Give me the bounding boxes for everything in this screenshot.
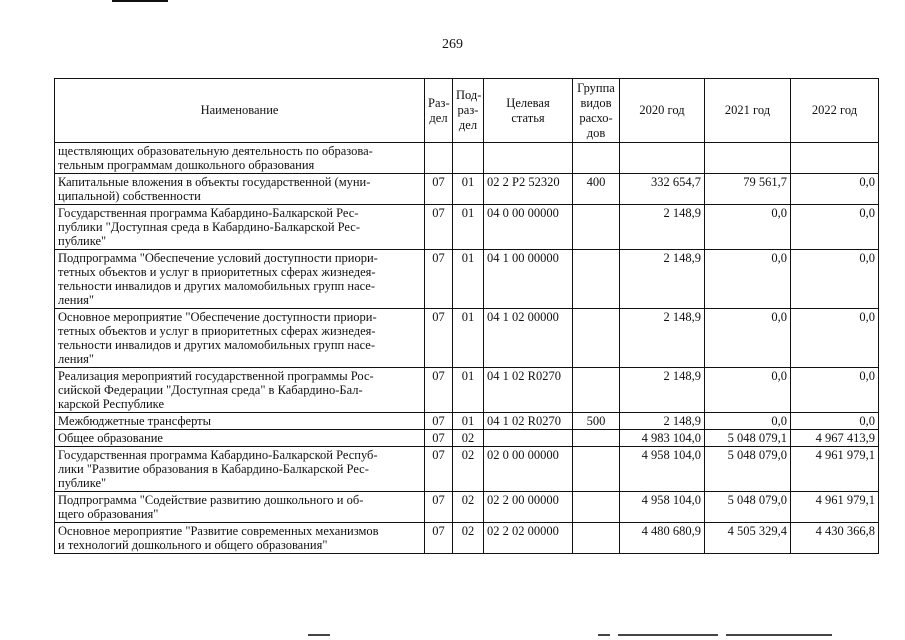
cell-group: 400 — [573, 174, 620, 205]
cell-2021: 4 505 329,4 — [705, 523, 791, 554]
table-row — [55, 250, 879, 309]
budget-table — [54, 78, 879, 554]
bottom-edge-marks — [0, 634, 905, 638]
cell-2022: 0,0 — [791, 205, 879, 250]
table-row — [55, 174, 879, 205]
cell-2021: 0,0 — [705, 368, 791, 413]
table-row — [55, 492, 879, 523]
cell-razdel: 07 — [425, 492, 453, 523]
cell-group — [573, 492, 620, 523]
cell-group — [573, 523, 620, 554]
cell-2021: 5 048 079,0 — [705, 447, 791, 492]
cell-2022: 0,0 — [791, 368, 879, 413]
cell-target: 04 0 00 00000 — [484, 205, 573, 250]
cell-podrazdel: 01 — [453, 413, 484, 430]
cell-target: 02 2 02 00000 — [484, 523, 573, 554]
header-2022: 2022 год — [791, 79, 879, 143]
cell-2021 — [705, 143, 791, 174]
cell-2022: 4 961 979,1 — [791, 492, 879, 523]
cell-target: 02 2 P2 52320 — [484, 174, 573, 205]
cell-name: Реализация мероприятий государственной программы Рос- сийской Федерации "Доступная среда" в Кабардино-Бал- карской Республике — [55, 368, 425, 413]
cell-2020: 2 148,9 — [620, 309, 705, 368]
cell-2022: 4 430 366,8 — [791, 523, 879, 554]
cell-2020: 2 148,9 — [620, 205, 705, 250]
cell-name: Основное мероприятие "Обеспечение доступности приори- тетных объектов и услуг в приоритетных сферах жизнедея- тельности инвалидов и других маломобильных групп насе- ления" — [55, 309, 425, 368]
cell-group — [573, 309, 620, 368]
table-row — [55, 309, 879, 368]
cell-razdel: 07 — [425, 447, 453, 492]
table-body — [55, 143, 879, 554]
cell-2020: 4 958 104,0 — [620, 447, 705, 492]
cell-group — [573, 430, 620, 447]
cell-2021: 5 048 079,0 — [705, 492, 791, 523]
cell-2022: 0,0 — [791, 309, 879, 368]
header-target: Целевая статья — [484, 79, 573, 143]
cell-name: Государственная программа Кабардино-Балкарской Рес- публики "Доступная среда в Кабардино-Балкарской Рес- публике" — [55, 205, 425, 250]
cell-group — [573, 250, 620, 309]
cell-target: 04 1 02 00000 — [484, 309, 573, 368]
cell-podrazdel: 02 — [453, 492, 484, 523]
cell-2020: 332 654,7 — [620, 174, 705, 205]
cell-2020: 4 480 680,9 — [620, 523, 705, 554]
cell-razdel: 07 — [425, 413, 453, 430]
cell-razdel: 07 — [425, 309, 453, 368]
cell-podrazdel: 01 — [453, 174, 484, 205]
cell-name: Основное мероприятие "Развитие современных механизмов и технологий дошкольного и общего образования" — [55, 523, 425, 554]
cell-2020: 4 958 104,0 — [620, 492, 705, 523]
cell-2022: 0,0 — [791, 413, 879, 430]
cell-2021: 79 561,7 — [705, 174, 791, 205]
cell-2020: 2 148,9 — [620, 250, 705, 309]
cell-2021: 0,0 — [705, 309, 791, 368]
cell-podrazdel: 02 — [453, 523, 484, 554]
table-row — [55, 523, 879, 554]
header-razdel: Раз- дел — [425, 79, 453, 143]
cell-2021: 0,0 — [705, 413, 791, 430]
table-row — [55, 413, 879, 430]
cell-razdel: 07 — [425, 523, 453, 554]
cell-name: Общее образование — [55, 430, 425, 447]
cell-target: 02 0 00 00000 — [484, 447, 573, 492]
cell-name: Межбюджетные трансферты — [55, 413, 425, 430]
header-group: Группа видов расхо- дов — [573, 79, 620, 143]
cell-podrazdel: 01 — [453, 309, 484, 368]
cell-razdel: 07 — [425, 174, 453, 205]
cell-name: Подпрограмма "Содействие развитию дошкольного и об- щего образования" — [55, 492, 425, 523]
header-2021: 2021 год — [705, 79, 791, 143]
cell-2021: 0,0 — [705, 205, 791, 250]
header-name: Наименование — [55, 79, 425, 143]
cell-2021: 0,0 — [705, 250, 791, 309]
cell-podrazdel — [453, 143, 484, 174]
cell-podrazdel: 02 — [453, 447, 484, 492]
cell-2022 — [791, 143, 879, 174]
page-number: 269 — [442, 37, 463, 52]
cell-razdel: 07 — [425, 430, 453, 447]
cell-2020 — [620, 143, 705, 174]
header-2020: 2020 год — [620, 79, 705, 143]
cell-2022: 4 967 413,9 — [791, 430, 879, 447]
table-row — [55, 205, 879, 250]
cell-2020: 2 148,9 — [620, 413, 705, 430]
cell-2020: 4 983 104,0 — [620, 430, 705, 447]
cell-podrazdel: 02 — [453, 430, 484, 447]
cell-podrazdel: 01 — [453, 205, 484, 250]
cell-target: 04 1 02 R0270 — [484, 368, 573, 413]
cell-razdel — [425, 143, 453, 174]
cell-target: 02 2 00 00000 — [484, 492, 573, 523]
table-row — [55, 430, 879, 447]
table-row — [55, 447, 879, 492]
header-podrazdel: Под- раз- дел — [453, 79, 484, 143]
cell-2021: 5 048 079,1 — [705, 430, 791, 447]
table-row — [55, 368, 879, 413]
cell-group — [573, 143, 620, 174]
cell-target: 04 1 02 R0270 — [484, 413, 573, 430]
cell-2022: 0,0 — [791, 174, 879, 205]
cell-podrazdel: 01 — [453, 250, 484, 309]
top-edge-mark — [112, 0, 168, 2]
cell-name: Подпрограмма "Обеспечение условий доступности приори- тетных объектов и услуг в приоритетных сферах жизнедея- тельности инвалидов и других маломобильных групп насе- ления" — [55, 250, 425, 309]
cell-2020: 2 148,9 — [620, 368, 705, 413]
cell-group — [573, 447, 620, 492]
cell-target: 04 1 00 00000 — [484, 250, 573, 309]
cell-razdel: 07 — [425, 368, 453, 413]
cell-group — [573, 205, 620, 250]
cell-2022: 4 961 979,1 — [791, 447, 879, 492]
cell-target — [484, 143, 573, 174]
cell-group: 500 — [573, 413, 620, 430]
table-header-row — [55, 79, 879, 143]
cell-name: ществляющих образовательную деятельность по образова- тельным программам дошкольного образования — [55, 143, 425, 174]
cell-group — [573, 368, 620, 413]
table-row — [55, 143, 879, 174]
cell-target — [484, 430, 573, 447]
cell-name: Капитальные вложения в объекты государственной (муни- ципальной) собственности — [55, 174, 425, 205]
cell-2022: 0,0 — [791, 250, 879, 309]
cell-name: Государственная программа Кабардино-Балкарской Респуб- лики "Развитие образования в Кабардино-Балкарской Рес- публике" — [55, 447, 425, 492]
cell-razdel: 07 — [425, 250, 453, 309]
cell-razdel: 07 — [425, 205, 453, 250]
cell-podrazdel: 01 — [453, 368, 484, 413]
